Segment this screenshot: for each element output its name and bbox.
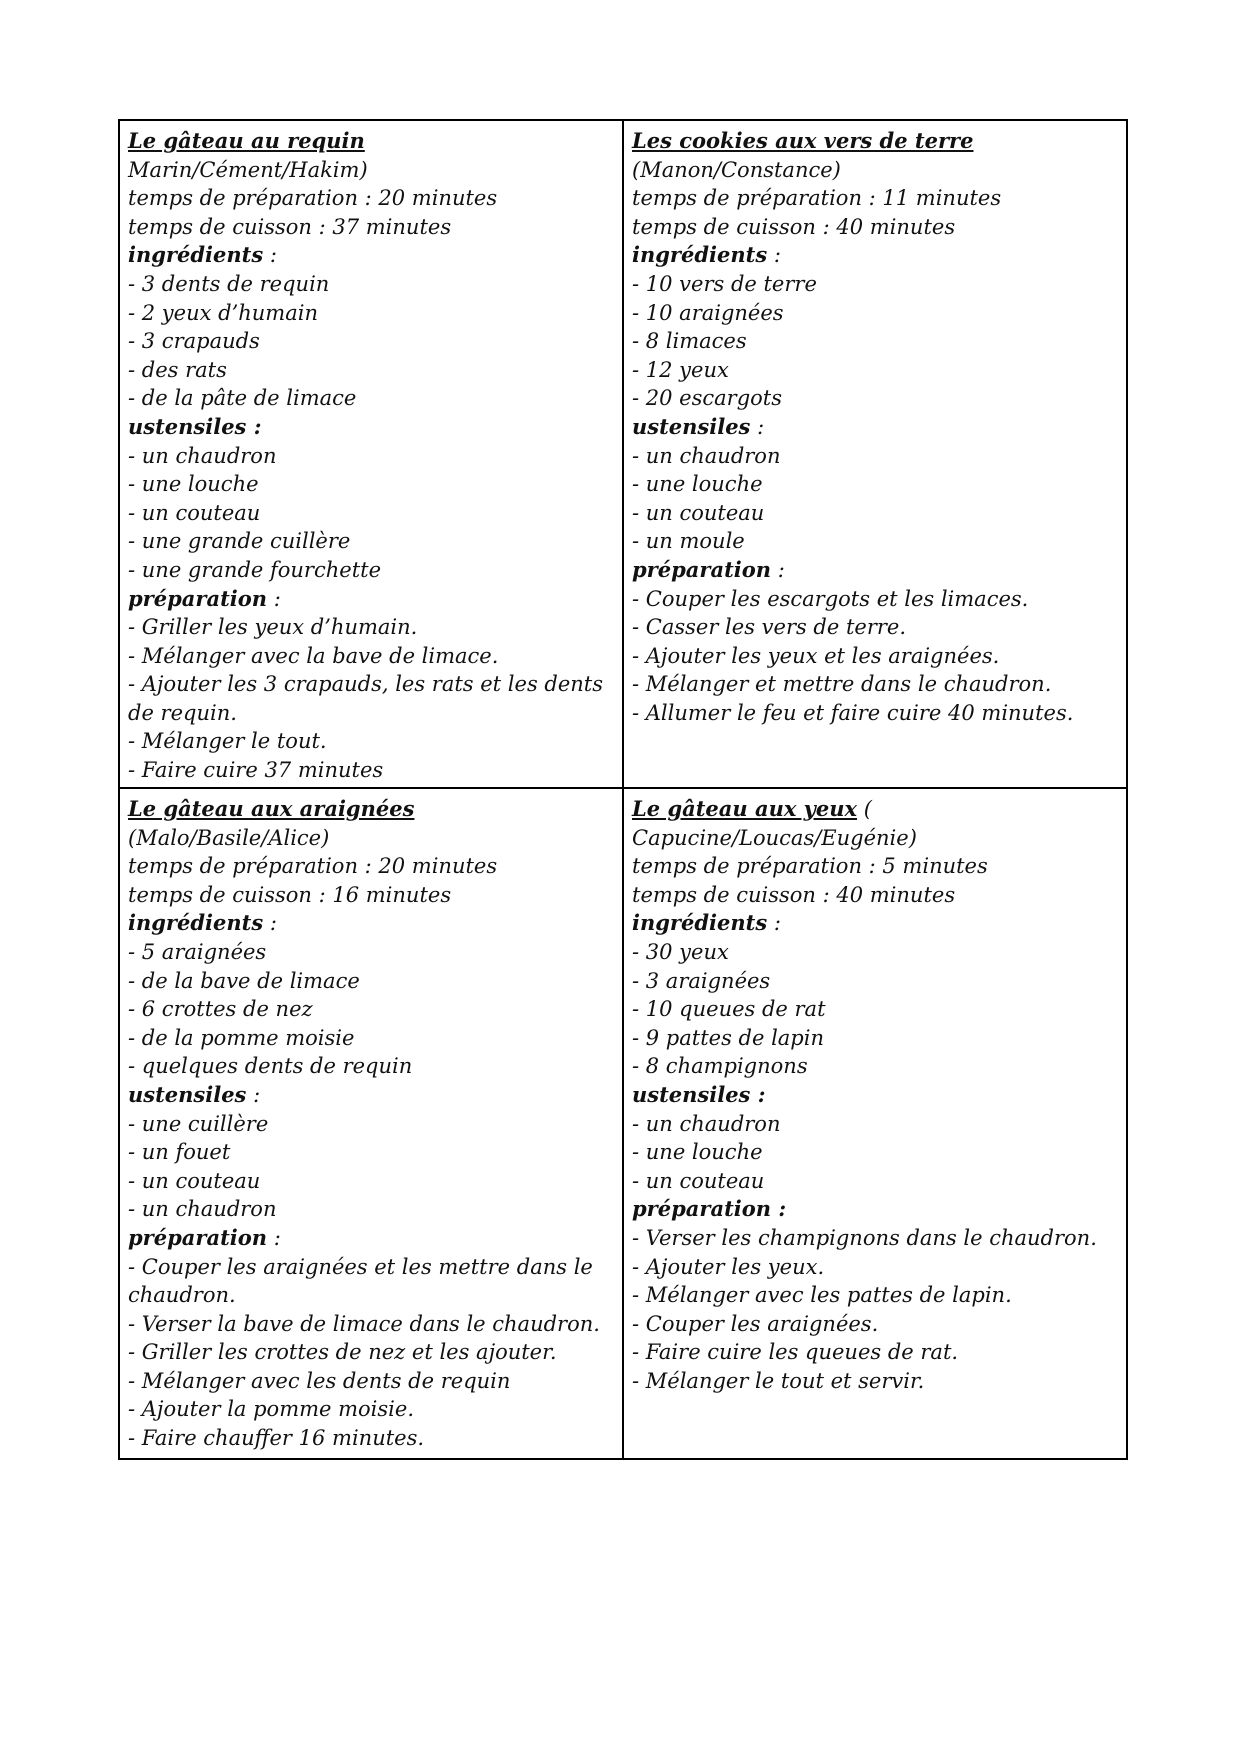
preparation-step: - Mélanger avec la bave de limace.	[128, 643, 499, 668]
recipe-prep-time: temps de préparation : 5 minutes	[632, 854, 988, 879]
preparation-step: - Couper les araignées.	[632, 1311, 879, 1336]
utensils-label: ustensiles	[632, 1081, 751, 1107]
ingredient-item: - 3 crapauds	[128, 329, 260, 354]
utensils-heading: ustensiles :	[632, 413, 765, 439]
ingredient-item: - 30 yeux	[632, 939, 729, 964]
ingredients-label: ingrédients	[632, 242, 768, 268]
preparation-step: - Faire cuire les queues de rat.	[632, 1340, 959, 1365]
recipe-cell-spider-cake	[120, 789, 624, 1458]
recipe-cook-time: temps de cuisson : 37 minutes	[128, 214, 452, 239]
ingredients-label: ingrédients	[632, 910, 768, 936]
ingredient-item: - 10 vers de terre	[632, 271, 817, 296]
ingredient-item: - des rats	[128, 357, 227, 382]
recipe-cook-time: temps de cuisson : 16 minutes	[128, 882, 452, 907]
preparation-step: - Couper les escargots et les limaces.	[632, 586, 1029, 611]
preparation-heading: préparation :	[128, 585, 281, 611]
preparation-step: - Couper les araignées et les mettre dans le chaudron.	[128, 1254, 593, 1308]
recipe-prep-time: temps de préparation : 11 minutes	[632, 186, 1002, 211]
ingredient-item: - 8 limaces	[632, 329, 747, 354]
ingredient-item: - de la pâte de limace	[128, 386, 357, 411]
utensil-item: - une grande fourchette	[128, 557, 381, 582]
ingredients-heading: ingrédients :	[632, 242, 781, 268]
recipe-title-row	[632, 795, 1122, 824]
recipe-title-row	[632, 127, 1122, 156]
preparation-step: - Mélanger le tout.	[128, 729, 327, 754]
utensil-item: - un couteau	[128, 1168, 261, 1193]
preparation-step: - Ajouter les 3 crapauds, les rats et les dents de requin.	[128, 672, 604, 725]
preparation-step: - Ajouter les yeux.	[632, 1254, 825, 1279]
preparation-step: - Mélanger avec les pattes de lapin.	[632, 1283, 1012, 1308]
utensil-item: - une grande cuillère	[128, 529, 351, 554]
recipe-title-row	[128, 795, 616, 824]
utensils-heading: ustensiles :	[632, 1081, 766, 1107]
ingredient-item: - 20 escargots	[632, 386, 782, 411]
recipe-title: Le gâteau aux araignées	[128, 796, 415, 821]
preparation-step: - Casser les vers de terre.	[632, 615, 907, 640]
preparation-label: préparation	[128, 585, 268, 611]
utensil-item: - un moule	[632, 529, 745, 554]
utensil-item: - un couteau	[632, 500, 765, 525]
preparation-step: - Verser les champignons dans le chaudron.	[632, 1225, 1097, 1250]
preparation-step: - Faire chauffer 16 minutes.	[128, 1426, 425, 1451]
ingredient-item: - 10 queues de rat	[632, 997, 826, 1022]
preparation-label: préparation	[632, 1196, 772, 1222]
preparation-heading: préparation :	[632, 556, 785, 582]
utensil-item: - une louche	[632, 472, 763, 497]
utensil-item: - une cuillère	[128, 1111, 269, 1136]
recipe-cook-time: temps de cuisson : 40 minutes	[632, 214, 956, 239]
preparation-step: - Ajouter la pomme moisie.	[128, 1397, 414, 1422]
utensils-label: ustensiles	[128, 413, 247, 439]
ingredient-item: - 3 dents de requin	[128, 271, 330, 296]
recipe-authors: Marin/Cément/Hakim)	[128, 157, 368, 182]
ingredient-item: - quelques dents de requin	[128, 1054, 413, 1079]
ingredients-heading: ingrédients :	[128, 242, 277, 268]
preparation-step: - Allumer le feu et faire cuire 40 minutes.	[632, 700, 1074, 725]
preparation-step: - Mélanger avec les dents de requin	[128, 1368, 511, 1393]
ingredient-item: - 12 yeux	[632, 357, 729, 382]
recipe-table	[118, 119, 1128, 1460]
recipe-title-suffix: (	[857, 797, 872, 821]
ingredient-item: - 3 araignées	[632, 968, 771, 993]
preparation-label: préparation	[128, 1224, 268, 1250]
ingredients-heading: ingrédients :	[632, 910, 781, 936]
recipe-title: Le gâteau au requin	[128, 128, 365, 153]
utensil-item: - un couteau	[632, 1168, 765, 1193]
preparation-step: - Verser la bave de limace dans le chaudron.	[128, 1311, 600, 1336]
ingredients-label: ingrédients	[128, 910, 264, 936]
ingredients-label: ingrédients	[128, 242, 264, 268]
ingredient-item: - 8 champignons	[632, 1054, 808, 1079]
preparation-step: - Griller les crottes de nez et les ajouter.	[128, 1340, 557, 1365]
ingredient-item: - 9 pattes de lapin	[632, 1025, 824, 1050]
preparation-heading: préparation :	[128, 1224, 281, 1250]
utensil-item: - un chaudron	[632, 443, 781, 468]
preparation-step: - Griller les yeux d’humain.	[128, 615, 418, 640]
utensil-item: - un fouet	[128, 1140, 231, 1165]
recipe-authors: (Malo/Basile/Alice)	[128, 825, 330, 850]
recipe-title-row	[128, 127, 616, 156]
preparation-step: - Ajouter les yeux et les araignées.	[632, 643, 1000, 668]
ingredient-item: - 2 yeux d’humain	[128, 300, 318, 325]
recipe-prep-time: temps de préparation : 20 minutes	[128, 854, 498, 879]
preparation-step: - Mélanger et mettre dans le chaudron.	[632, 672, 1052, 697]
preparation-step: - Faire cuire 37 minutes	[128, 758, 384, 783]
ingredient-item: - 10 araignées	[632, 300, 784, 325]
recipe-title: Le gâteau aux yeux	[632, 796, 858, 821]
preparation-heading: préparation :	[632, 1196, 787, 1222]
utensil-item: - un chaudron	[128, 443, 277, 468]
utensils-heading: ustensiles :	[128, 413, 262, 439]
utensil-item: - un chaudron	[128, 1197, 277, 1222]
utensils-label: ustensiles	[128, 1081, 247, 1107]
recipe-cell-eye-cake	[624, 789, 1128, 1458]
recipe-authors: (Manon/Constance)	[632, 157, 841, 182]
recipe-cook-time: temps de cuisson : 40 minutes	[632, 882, 956, 907]
ingredient-item: - de la bave de limace	[128, 968, 360, 993]
recipe-cell-shark-cake	[120, 121, 624, 789]
recipe-cell-worm-cookies	[624, 121, 1128, 789]
utensils-heading: ustensiles :	[128, 1081, 261, 1107]
preparation-step: - Mélanger le tout et servir.	[632, 1368, 925, 1393]
utensils-label: ustensiles	[632, 413, 751, 439]
utensil-item: - un chaudron	[632, 1111, 781, 1136]
utensil-item: - une louche	[632, 1140, 763, 1165]
preparation-label: préparation	[632, 556, 772, 582]
ingredients-heading: ingrédients :	[128, 910, 277, 936]
ingredient-item: - de la pomme moisie	[128, 1025, 355, 1050]
recipe-title: Les cookies aux vers de terre	[632, 128, 974, 153]
recipe-prep-time: temps de préparation : 20 minutes	[128, 186, 498, 211]
utensil-item: - une louche	[128, 472, 259, 497]
recipe-authors: Capucine/Loucas/Eugénie)	[632, 825, 917, 850]
utensil-item: - un couteau	[128, 500, 261, 525]
ingredient-item: - 5 araignées	[128, 939, 267, 964]
ingredient-item: - 6 crottes de nez	[128, 997, 313, 1022]
